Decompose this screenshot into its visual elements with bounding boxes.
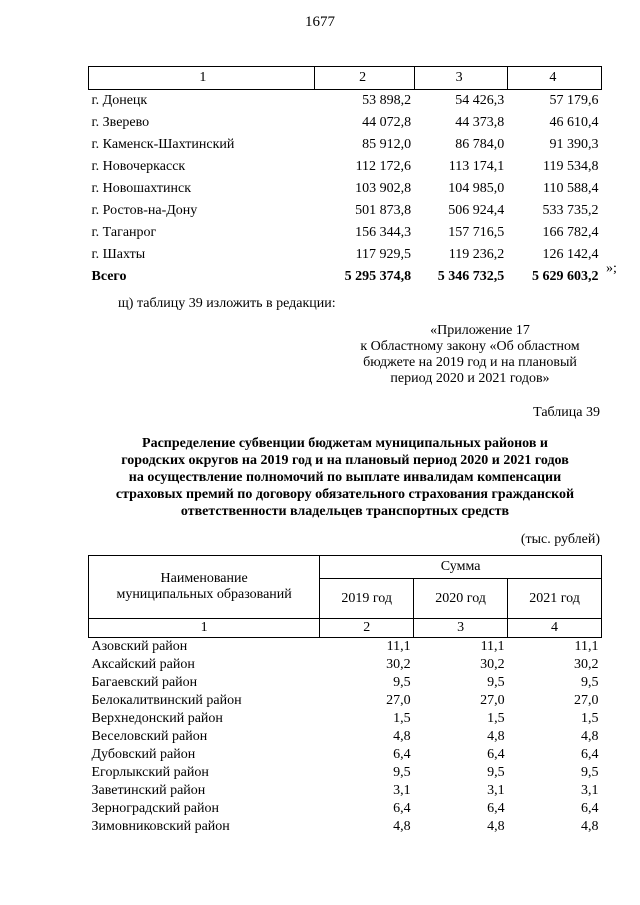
value-2019: 4,8 <box>393 819 411 834</box>
value-2019: 30,2 <box>386 657 411 672</box>
subvention-table <box>88 555 602 836</box>
value-2021: 57 179,6 <box>549 93 599 108</box>
page-number: 1677 <box>305 14 335 30</box>
table-row <box>89 90 602 113</box>
municipality-name: Белокалитвинский район <box>91 693 242 708</box>
value-2021: 11,1 <box>574 639 599 654</box>
value-2020: 27,0 <box>480 693 505 708</box>
table-row <box>89 818 602 836</box>
municipality-name: Верхнедонский район <box>91 711 223 726</box>
table-row <box>89 244 602 266</box>
value-2021: 27,0 <box>574 693 599 708</box>
table-row <box>89 692 602 710</box>
table-row <box>89 178 602 200</box>
table-row <box>89 134 602 156</box>
value-2021: 533 735,2 <box>542 203 599 218</box>
year-header: 2019 год <box>320 579 414 619</box>
appendix-line: к Областному закону «Об областном <box>360 339 580 354</box>
table-header-row <box>89 556 602 579</box>
value-2019: 6,4 <box>393 801 411 816</box>
municipality-name: Зерноградский район <box>91 801 219 816</box>
value-2021: 110 588,4 <box>543 181 599 196</box>
value-2020: 9,5 <box>487 765 505 780</box>
table-row <box>89 746 602 764</box>
value-2021: 9,5 <box>581 765 599 780</box>
column-number: 4 <box>507 67 601 90</box>
value-2020: 113 174,1 <box>448 159 505 174</box>
amendment-instruction: щ) таблицу 39 изложить в редакции: <box>118 296 336 311</box>
value-2019: 9,5 <box>393 765 411 780</box>
municipality-name: г. Шахты <box>91 247 146 262</box>
value-2020: 4,8 <box>487 819 505 834</box>
closing-quote: »; <box>606 261 617 276</box>
column-number: 1 <box>89 67 315 90</box>
value-2020: 119 236,2 <box>448 247 505 262</box>
value-2019: 112 172,6 <box>355 159 412 174</box>
municipality-name: Егорлыкский район <box>91 765 209 780</box>
total-label: Всего <box>91 269 127 284</box>
value-2020: 6,4 <box>487 801 505 816</box>
value-2020: 104 985,0 <box>448 181 505 196</box>
value-2020: 157 716,5 <box>448 225 505 240</box>
total-row <box>89 266 602 288</box>
value-2021: 9,5 <box>581 675 599 690</box>
municipality-name: г. Ростов-на-Дону <box>91 203 198 218</box>
municipality-name: г. Новочеркасск <box>91 159 186 174</box>
value-2019: 117 929,5 <box>355 247 412 262</box>
value-2019: 85 912,0 <box>362 137 412 152</box>
title-line: ответственности владельцев транспортных средств <box>180 504 510 519</box>
column-number: 4 <box>508 619 602 638</box>
appendix-line: период 2020 и 2021 годов» <box>390 371 550 386</box>
value-2019: 9,5 <box>393 675 411 690</box>
value-2021: 126 142,4 <box>542 247 599 262</box>
value-2021: 46 610,4 <box>549 115 599 130</box>
value-2019: 103 902,8 <box>355 181 412 196</box>
table-row <box>89 222 602 244</box>
table-row <box>89 782 602 800</box>
column-number: 1 <box>89 619 320 638</box>
year-header: 2021 год <box>508 579 602 619</box>
table-title <box>90 435 600 520</box>
header-line: Наименование <box>160 571 248 586</box>
value-2021: 1,5 <box>581 711 599 726</box>
municipality-name: Зимовниковский район <box>91 819 230 834</box>
municipality-name: Аксайский район <box>91 657 195 672</box>
table-label: Таблица 39 <box>533 405 600 420</box>
table-row <box>89 638 602 657</box>
table-row <box>89 674 602 692</box>
value-2021: 91 390,3 <box>549 137 599 152</box>
value-2020: 54 426,3 <box>455 93 505 108</box>
value-2019: 53 898,2 <box>362 93 412 108</box>
municipality-name: г. Донецк <box>91 93 148 108</box>
appendix-line: «Приложение 17 <box>430 323 530 338</box>
value-2020: 86 784,0 <box>455 137 505 152</box>
table-row <box>89 112 602 134</box>
value-2019: 6,4 <box>393 747 411 762</box>
value-2020: 44 373,8 <box>455 115 505 130</box>
value-2019: 3,1 <box>393 783 411 798</box>
municipality-name: г. Зверево <box>91 115 150 130</box>
municipality-name: г. Таганрог <box>91 225 157 240</box>
value-2020: 9,5 <box>487 675 505 690</box>
municipal-budget-table <box>88 66 602 288</box>
table-row <box>89 764 602 782</box>
value-2020: 4,8 <box>487 729 505 744</box>
name-column-header <box>89 556 320 619</box>
municipality-name: г. Каменск-Шахтинский <box>91 137 235 152</box>
title-line: страховых премий по договору обязательного страхования гражданской <box>115 487 575 502</box>
table-row <box>89 156 602 178</box>
title-line: Распределение субвенции бюджетам муниципальных районов и <box>142 436 548 451</box>
municipality-name: Азовский район <box>91 639 188 654</box>
units-label: (тыс. рублей) <box>520 532 600 547</box>
header-line: муниципальных образований <box>116 587 292 602</box>
value-2021: 166 782,4 <box>542 225 599 240</box>
table-row <box>89 800 602 818</box>
municipality-name: Дубовский район <box>91 747 196 762</box>
total-value: 5 629 603,2 <box>532 269 599 284</box>
column-number: 3 <box>414 67 507 90</box>
column-number: 2 <box>320 619 414 638</box>
value-2021: 3,1 <box>581 783 599 798</box>
value-2021: 4,8 <box>581 819 599 834</box>
table-row <box>89 728 602 746</box>
value-2019: 501 873,8 <box>355 203 412 218</box>
value-2019: 11,1 <box>386 639 411 654</box>
title-line: на осуществление полномочий по выплате инвалидам компенсации <box>128 470 562 485</box>
sum-column-header: Сумма <box>320 556 602 579</box>
year-header: 2020 год <box>414 579 508 619</box>
value-2021: 4,8 <box>581 729 599 744</box>
table-row <box>89 710 602 728</box>
table-row <box>89 656 602 674</box>
value-2021: 6,4 <box>581 747 599 762</box>
column-number-row <box>89 619 602 638</box>
value-2019: 4,8 <box>393 729 411 744</box>
municipality-name: Багаевский район <box>91 675 198 690</box>
total-value: 5 346 732,5 <box>437 269 505 284</box>
total-value: 5 295 374,8 <box>344 269 412 284</box>
value-2021: 30,2 <box>574 657 599 672</box>
municipality-name: Веселовский район <box>91 729 208 744</box>
value-2020: 30,2 <box>480 657 505 672</box>
appendix-line: бюджете на 2019 год и на плановый <box>363 355 577 370</box>
title-line: городских округов на 2019 год и на плановый период 2020 и 2021 годов <box>121 453 569 468</box>
value-2020: 3,1 <box>487 783 505 798</box>
value-2020: 506 924,4 <box>448 203 505 218</box>
value-2020: 1,5 <box>487 711 505 726</box>
value-2020: 11,1 <box>480 639 505 654</box>
table-header-row <box>89 67 602 90</box>
value-2021: 119 534,8 <box>543 159 599 174</box>
column-number: 3 <box>414 619 508 638</box>
value-2019: 1,5 <box>393 711 411 726</box>
table-row <box>89 200 602 222</box>
appendix-reference <box>340 323 600 387</box>
column-number: 2 <box>314 67 414 90</box>
value-2019: 27,0 <box>386 693 411 708</box>
value-2019: 44 072,8 <box>362 115 412 130</box>
value-2020: 6,4 <box>487 747 505 762</box>
municipality-name: Заветинский район <box>91 783 206 798</box>
value-2021: 6,4 <box>581 801 599 816</box>
municipality-name: г. Новошахтинск <box>91 181 192 196</box>
value-2019: 156 344,3 <box>355 225 412 240</box>
